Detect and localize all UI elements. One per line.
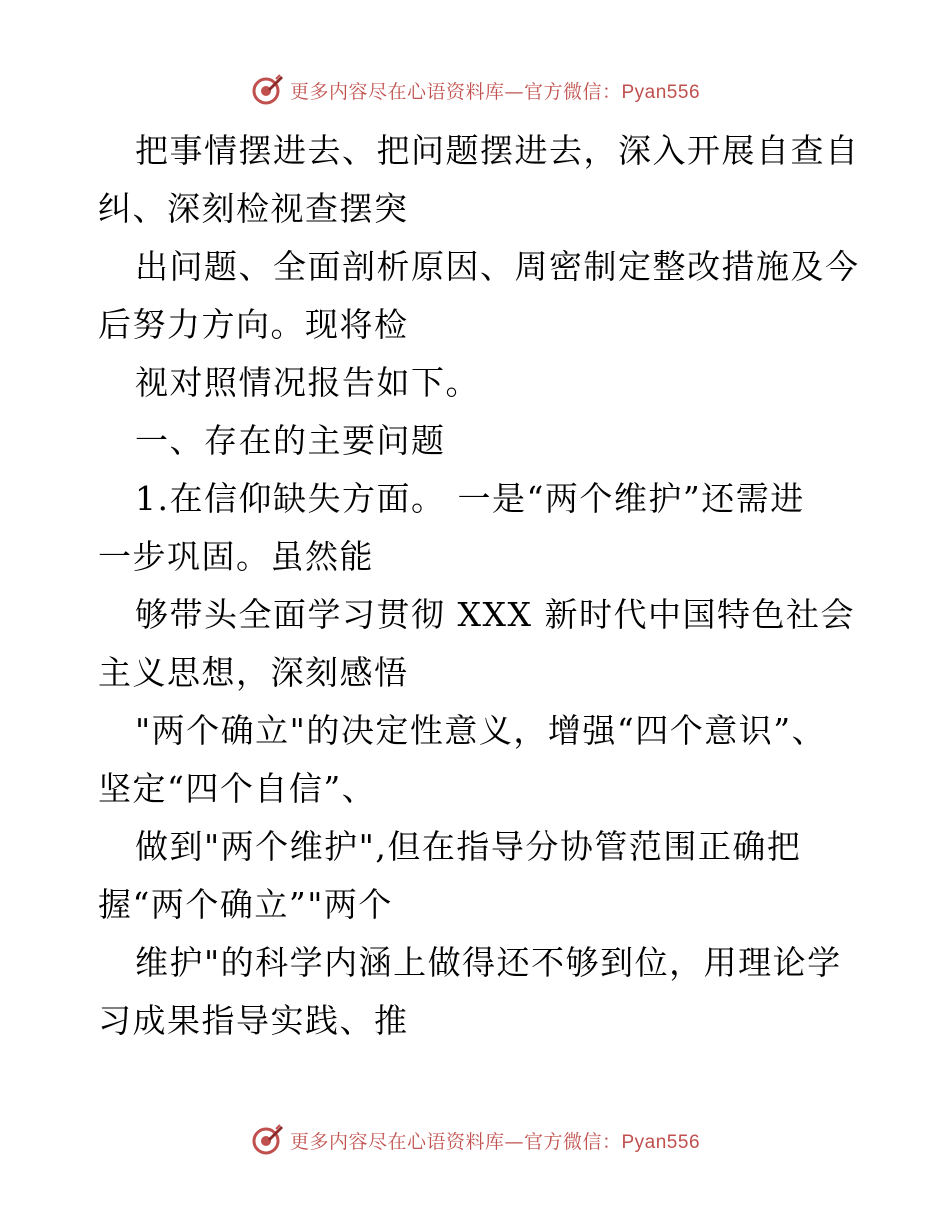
paragraph-line: 坚定“四个自信”、 xyxy=(98,769,377,808)
paragraph-line: 视对照情况报告如下。 xyxy=(135,363,480,402)
paragraph-line: 够带头全面学习贯彻 XXX 新时代中国特色社会 xyxy=(135,595,855,634)
quill-pen-logo-icon xyxy=(250,73,284,107)
watermark-text: 更多内容尽在心语资料库—官方微信：Pyan556 xyxy=(289,80,701,103)
paragraph-line: 习成果指导实践、推 xyxy=(98,1001,409,1040)
paragraph-line: 主义思想，深刻感悟 xyxy=(98,653,409,692)
paragraph-line: 握“两个确立”"两个 xyxy=(98,885,393,924)
quill-pen-logo-icon xyxy=(250,1123,284,1157)
paragraph-line: 1.在信仰缺失方面。 一是“两个维护”还需进 xyxy=(135,479,805,518)
watermark-text: 更多内容尽在心语资料库—官方微信：Pyan556 xyxy=(289,1130,701,1153)
paragraph-line: 后努力方向。现将检 xyxy=(98,305,409,344)
paragraph-line: 出问题、全面剖析原因、周密制定整改措施及今 xyxy=(135,247,860,286)
watermark-handle: Pyan556 xyxy=(621,1131,701,1153)
header-watermark xyxy=(0,70,950,110)
paragraph-line: 纠、深刻检视查摆突 xyxy=(98,189,409,228)
paragraph-line: 把事情摆进去、把问题摆进去，深入开展自查自 xyxy=(135,131,860,170)
paragraph-line: 做到"两个维护",但在指导分协管范围正确把 xyxy=(135,827,802,866)
paragraph-line: 维护"的科学内涵上做得还不够到位，用理论学 xyxy=(135,943,842,982)
paragraph-line: 一步巩固。虽然能 xyxy=(98,537,374,576)
paragraph-line: "两个确立"的决定性意义，增强“四个意识”、 xyxy=(135,711,827,750)
section-heading: 一、存在的主要问题 xyxy=(135,421,446,460)
watermark-handle: Pyan556 xyxy=(621,81,701,103)
footer-watermark xyxy=(0,1120,950,1160)
